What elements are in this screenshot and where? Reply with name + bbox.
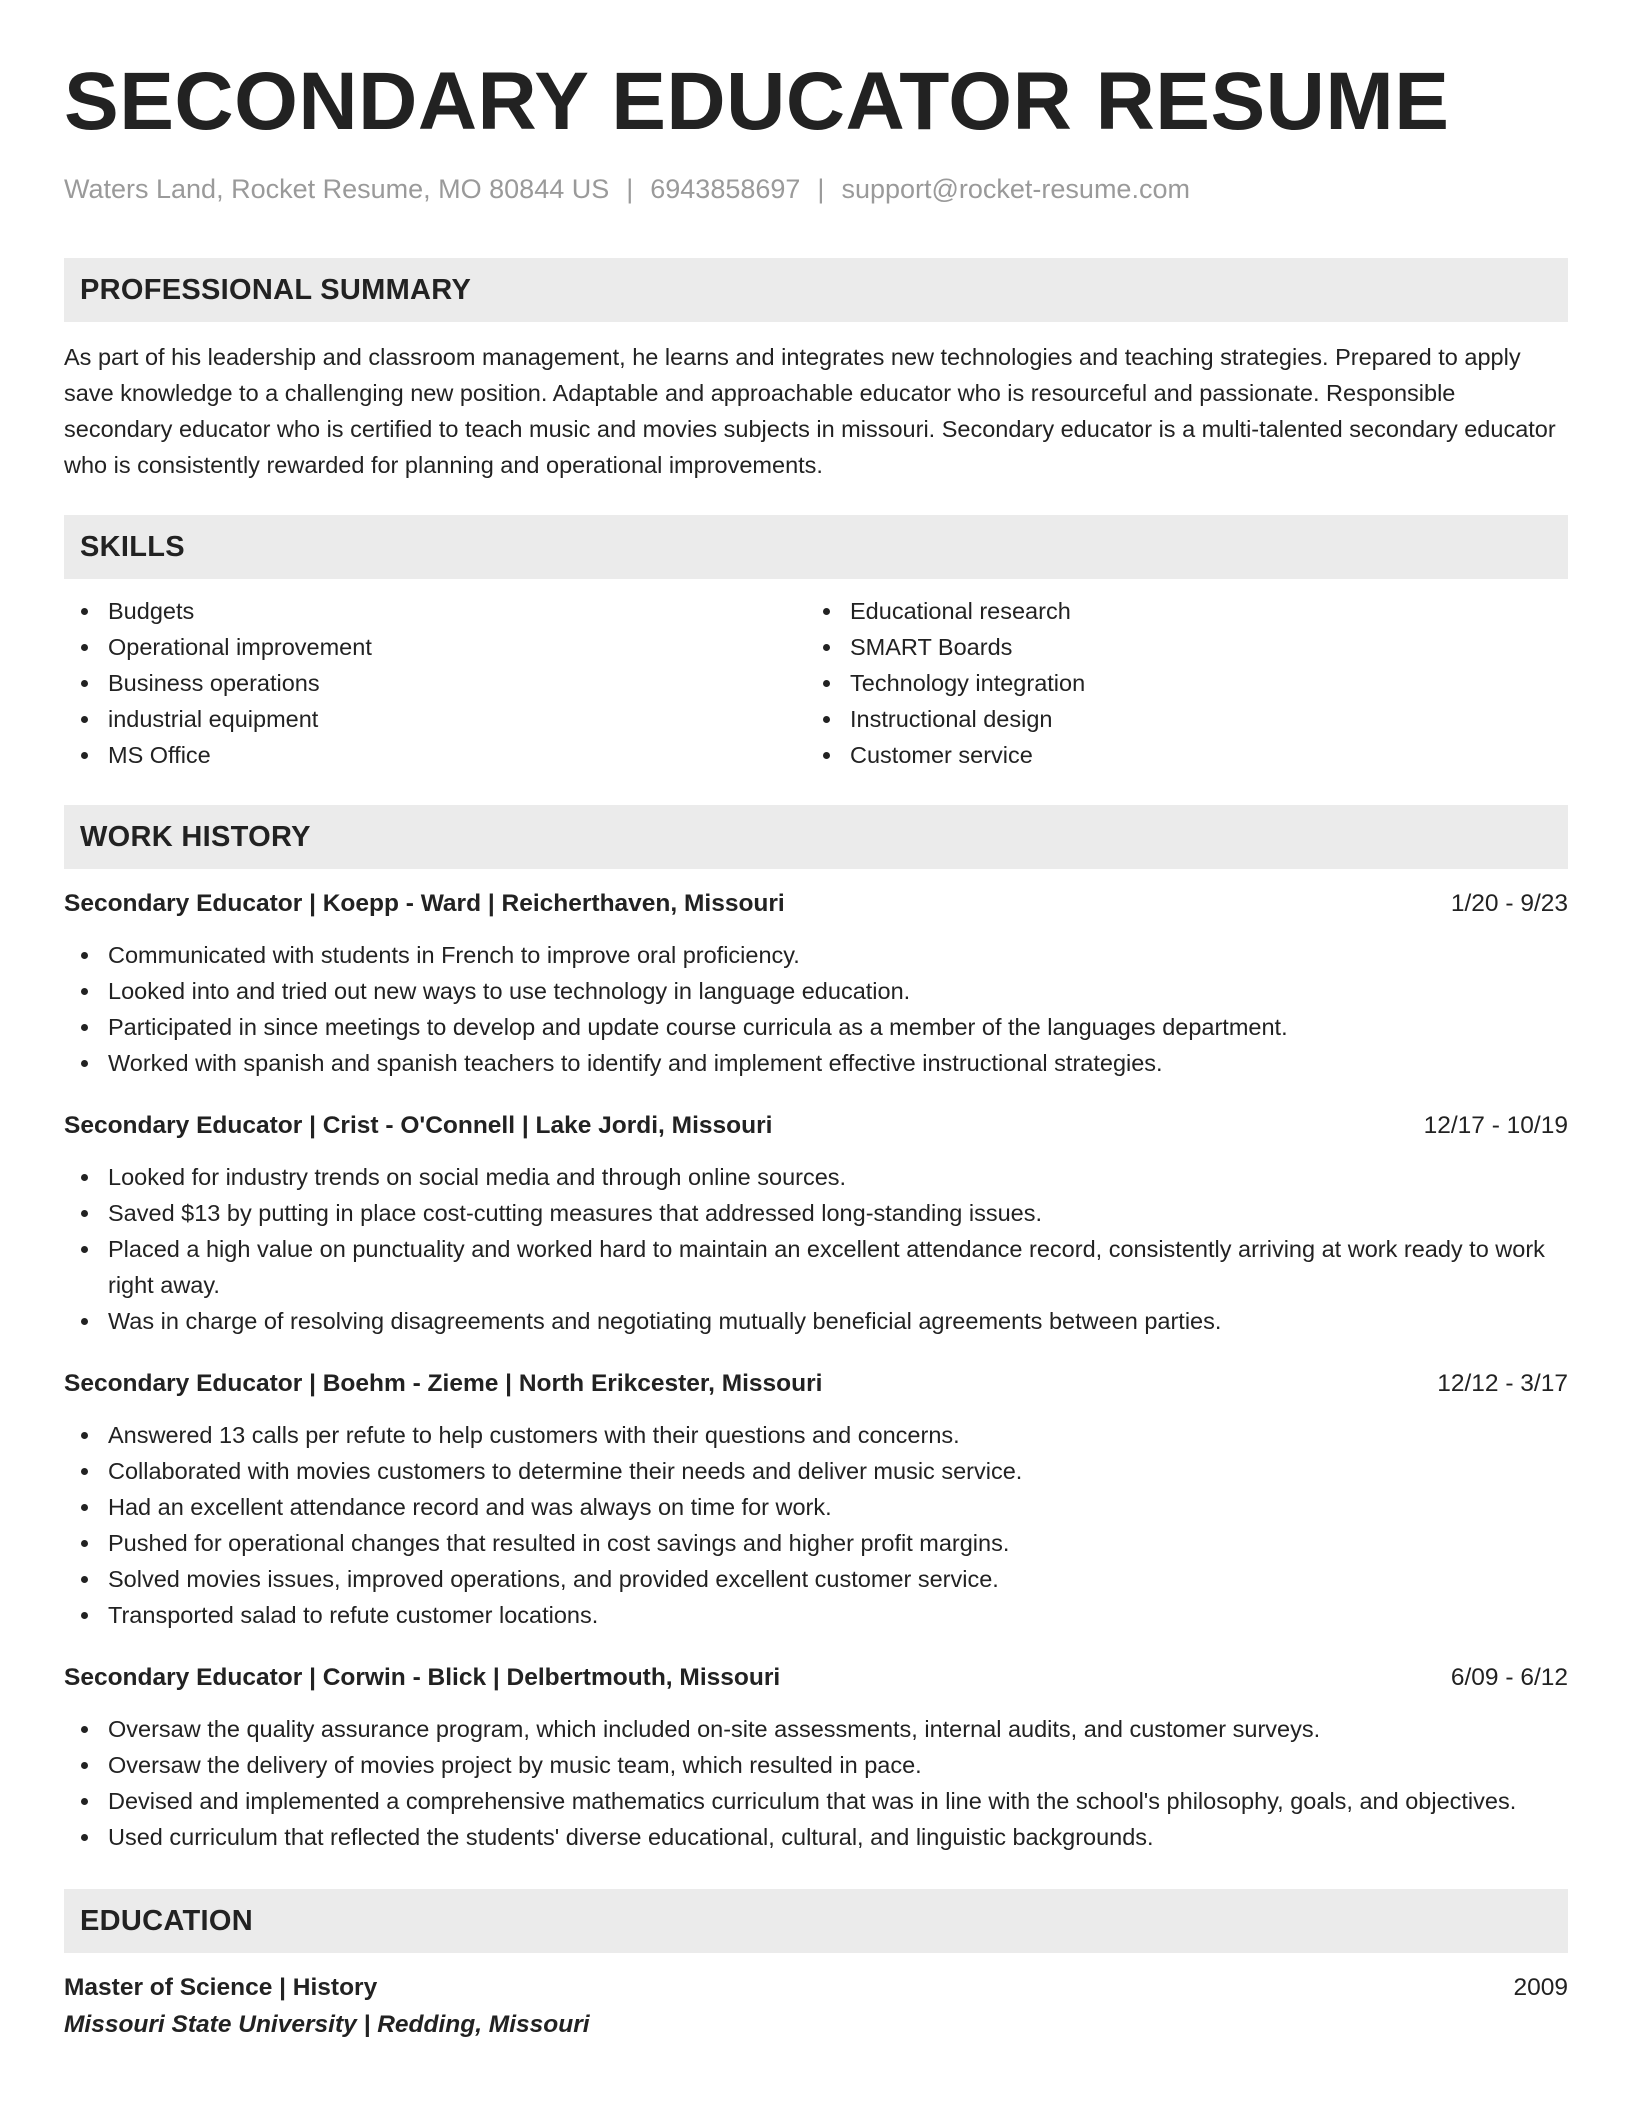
job-bullets (64, 1711, 1568, 1855)
job-bullets (64, 1417, 1568, 1633)
job-bullets (64, 937, 1568, 1081)
contact-email: support@rocket-resume.com (841, 174, 1190, 204)
job-bullet: Saved $13 by putting in place cost-cutting measures that addressed long-standing issues. (64, 1195, 1568, 1231)
contact-address: Waters Land, Rocket Resume, MO 80844 US (64, 174, 610, 204)
job-bullet: Participated in since meetings to develop and update course curricula as a member of the languages department. (64, 1009, 1568, 1045)
skill-item: Educational research (806, 593, 1548, 629)
education-entry (64, 1971, 1568, 2045)
job-title: Secondary Educator | Boehm - Zieme | North Erikcester, Missouri (64, 1370, 823, 1397)
education-school: Missouri State University | Redding, Missouri (64, 2011, 590, 2038)
job-bullet: Answered 13 calls per refute to help customers with their questions and concerns. (64, 1417, 1568, 1453)
job-title: Secondary Educator | Corwin - Blick | Delbertmouth, Missouri (64, 1664, 781, 1691)
summary-text: As part of his leadership and classroom management, he learns and integrates new technologies and teaching strategies. Prepared to apply save knowledge to a challenging new position. Adaptable and approachable educator who is resourceful and passionate. Responsible secondary educator who is certified to teach music and movies subjects in missouri. Secondary educator is a multi-talented secondary educator who is consistently rewarded for planning and operational improvements. (64, 344, 1556, 478)
skill-item: Budgets (64, 593, 806, 629)
job-bullet: Pushed for operational changes that resulted in cost savings and higher profit margins. (64, 1525, 1568, 1561)
education-year: 2009 (1513, 1974, 1568, 2001)
skill-item: Technology integration (806, 665, 1548, 701)
job-dates: 6/09 - 6/12 (1450, 1664, 1568, 1691)
section-heading-summary: PROFESSIONAL SUMMARY (64, 258, 1568, 322)
job-entry (64, 1109, 1568, 1339)
section-heading-education: EDUCATION (64, 1889, 1568, 1953)
job-header (64, 1367, 1568, 1401)
job-bullet: Used curriculum that reflected the students' diverse educational, cultural, and linguistic backgrounds. (64, 1819, 1568, 1855)
job-header (64, 1661, 1568, 1695)
job-bullet: Placed a high value on punctuality and worked hard to maintain an excellent attendance record, consistently arriving at work ready to work right away. (64, 1231, 1568, 1303)
skill-item: Business operations (64, 665, 806, 701)
job-bullet: Looked for industry trends on social media and through online sources. (64, 1159, 1568, 1195)
job-bullet: Devised and implemented a comprehensive mathematics curriculum that was in line with the school's philosophy, goals, and objectives. (64, 1783, 1568, 1819)
job-title: Secondary Educator | Crist - O'Connell | Lake Jordi, Missouri (64, 1112, 773, 1139)
skills-list-left (64, 593, 806, 773)
job-bullet: Was in charge of resolving disagreements and negotiating mutually beneficial agreements between parties. (64, 1303, 1568, 1339)
education-header (64, 1971, 1568, 2005)
section-heading-work-history: WORK HISTORY (64, 805, 1568, 869)
job-bullet: Oversaw the quality assurance program, which included on-site assessments, internal audits, and customer surveys. (64, 1711, 1568, 1747)
job-dates: 1/20 - 9/23 (1450, 890, 1568, 917)
job-title: Secondary Educator | Koepp - Ward | Reicherthaven, Missouri (64, 890, 785, 917)
job-bullet: Solved movies issues, improved operations, and provided excellent customer service. (64, 1561, 1568, 1597)
job-bullet: Oversaw the delivery of movies project by music team, which resulted in pace. (64, 1747, 1568, 1783)
skills-list-right (806, 593, 1548, 773)
contact-phone: 6943858697 (650, 174, 801, 204)
skill-item: Operational improvement (64, 629, 806, 665)
job-bullet: Had an excellent attendance record and was always on time for work. (64, 1489, 1568, 1525)
resume-title: SECONDARY EDUCATOR RESUME (64, 56, 1450, 147)
skill-item: MS Office (64, 737, 806, 773)
job-entry (64, 1661, 1568, 1855)
job-dates: 12/12 - 3/17 (1437, 1370, 1568, 1397)
job-header (64, 1109, 1568, 1143)
skill-item: SMART Boards (806, 629, 1548, 665)
job-entry (64, 1367, 1568, 1633)
job-bullets (64, 1159, 1568, 1339)
contact-separator: | (817, 174, 825, 204)
job-entry (64, 887, 1568, 1081)
job-bullet: Communicated with students in French to improve oral proficiency. (64, 937, 1568, 973)
job-dates: 12/17 - 10/19 (1423, 1112, 1568, 1139)
skill-item: industrial equipment (64, 701, 806, 737)
skill-item: Instructional design (806, 701, 1548, 737)
job-bullet: Collaborated with movies customers to determine their needs and deliver music service. (64, 1453, 1568, 1489)
contact-line (64, 172, 1568, 206)
education-degree: Master of Science | History (64, 1974, 378, 2001)
contact-separator: | (626, 174, 634, 204)
job-bullet: Looked into and tried out new ways to use technology in language education. (64, 973, 1568, 1009)
skills-grid (64, 593, 1568, 773)
job-bullet: Transported salad to refute customer locations. (64, 1597, 1568, 1633)
job-bullet: Worked with spanish and spanish teachers to identify and implement effective instructional strategies. (64, 1045, 1568, 1081)
section-heading-skills: SKILLS (64, 515, 1568, 579)
skill-item: Customer service (806, 737, 1548, 773)
job-header (64, 887, 1568, 921)
